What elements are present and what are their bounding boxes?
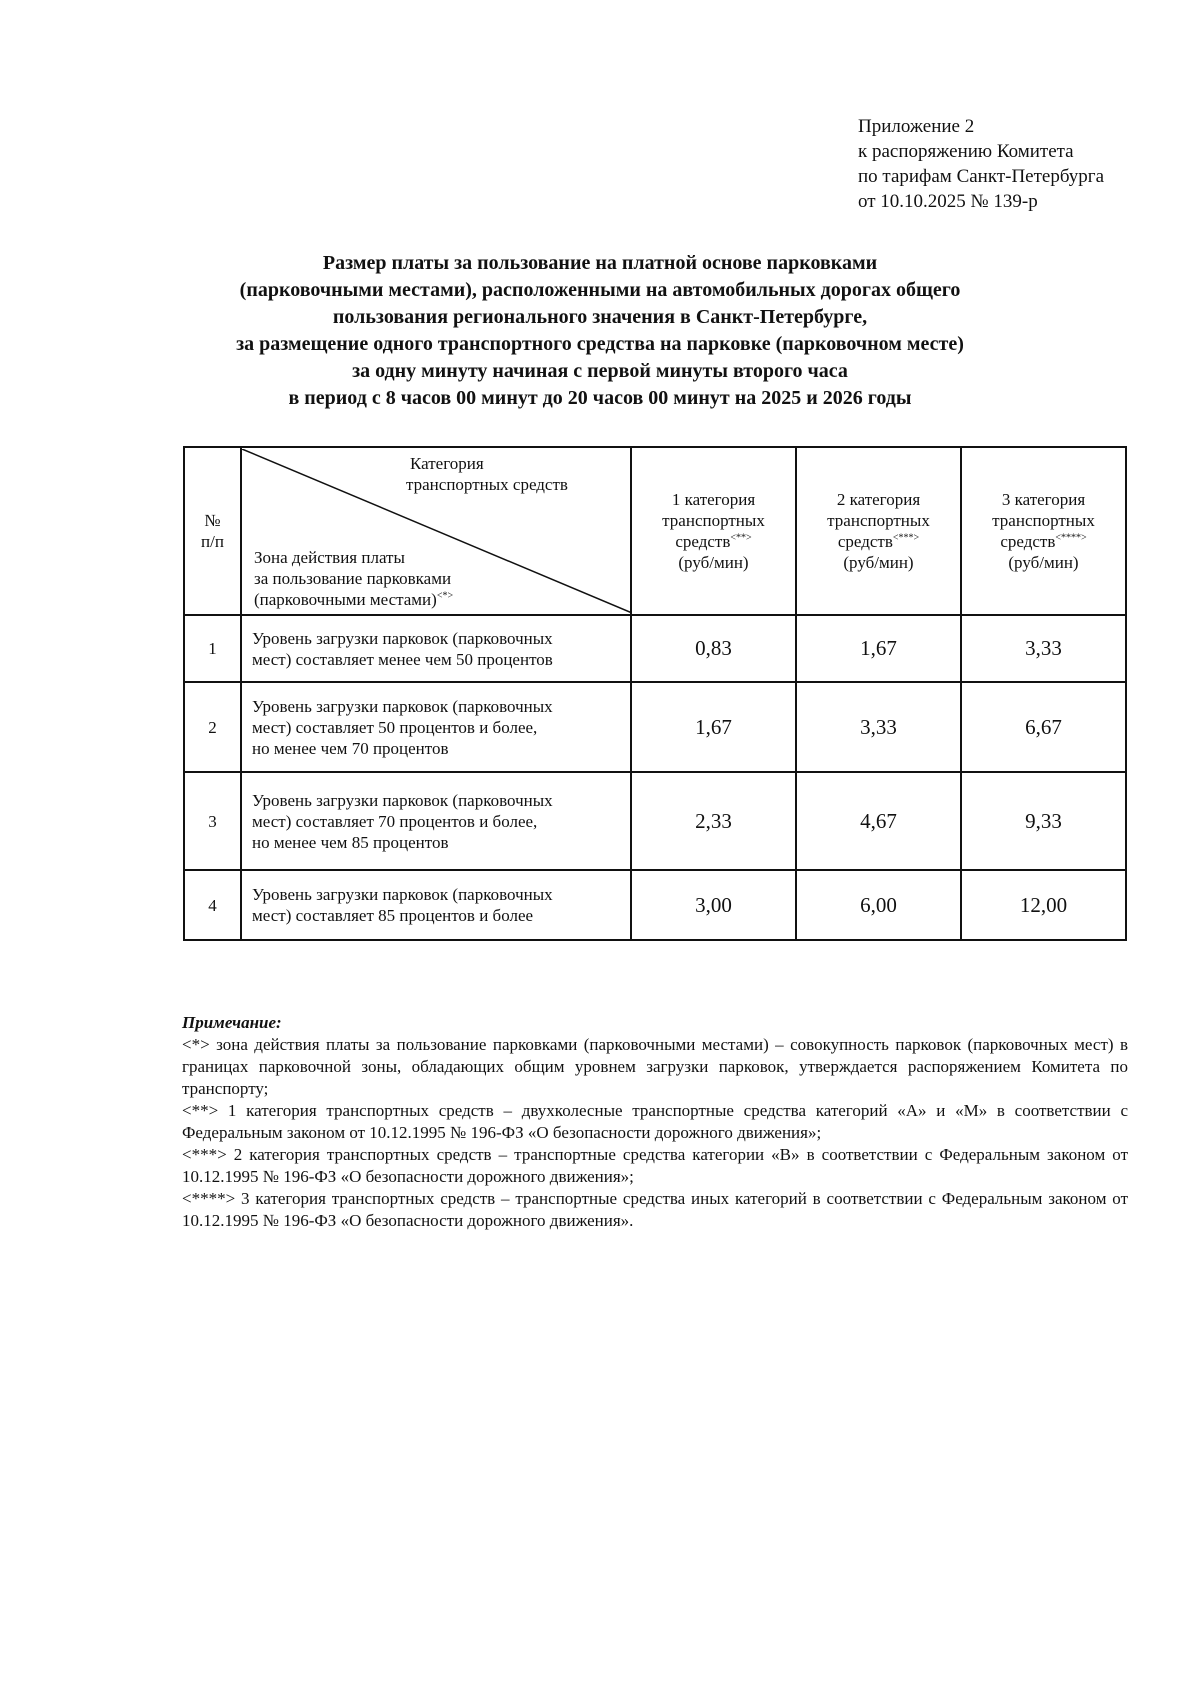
document-title [150,250,1050,412]
category-line: 3 категория [1001,490,1086,509]
diagonal-header [242,449,630,613]
title-line: (парковочными местами), расположенными на автомобильных дорогах общего [239,279,961,301]
diagonal-top-line: транспортных средств [406,475,568,494]
category-unit: (руб/мин) [1008,553,1079,572]
header-category-2 [796,447,961,615]
table-row [184,682,1126,772]
diagonal-bottom-line [254,589,453,610]
note-item: <****> 3 категория транспортных средств – транспортные средства иных категорий в соответствии с Федеральным законом от 10.12.1995 № 196-ФЗ «О безопасности дорожного движения». [182,1189,1128,1230]
zone-line: мест) составляет менее чем 50 процентов [252,649,553,669]
header-category-3 [961,447,1126,615]
notes-section [182,1012,1128,1232]
zone-line: Уровень загрузки парковок (парковочных [252,885,553,904]
zone-description [241,772,631,870]
category-line: 1 категория [671,490,756,509]
zone-description [241,870,631,940]
zone-line: Уровень загрузки парковок (парковочных [252,628,553,648]
tariff-value: 2,33 [631,772,796,870]
diagonal-bottom-label [254,547,453,610]
row-number: 1 [184,615,241,682]
appendix-line: от 10.10.2025 № 139-р [858,191,1038,212]
diagonal-top-label [406,453,568,495]
category-line: 2 категория [836,490,921,509]
zone-line: но менее чем 85 процентов [252,832,449,852]
footnote-mark: <*> [436,590,454,602]
note-item: <**> 1 категория транспортных средств – двухколесные транспортные средства категорий «А» и «М» в соответствии с Федеральным законом от 10.12.1995 № 196-ФЗ «О безопасности дорожного движения»; [182,1101,1128,1142]
tariff-value: 0,83 [631,615,796,682]
category-unit: (руб/мин) [678,553,749,572]
tariff-value: 4,67 [796,772,961,870]
category-line [632,531,795,552]
appendix-line: к распоряжению Комитета [858,141,1074,162]
zone-description [241,682,631,772]
tariff-value: 12,00 [961,870,1126,940]
footnote-mark: <***> [892,532,920,544]
zone-line: Уровень загрузки парковок (парковочных [252,790,553,810]
category-line: транспортных [662,511,765,530]
appendix-line: Приложение 2 [858,116,975,137]
tariff-value: 9,33 [961,772,1126,870]
row-number: 4 [184,870,241,940]
row-number: 3 [184,772,241,870]
category-line: транспортных [992,511,1095,530]
tariff-table [183,446,1127,941]
tariff-value: 1,67 [631,682,796,772]
category-text: средств [1000,532,1056,551]
zone-line: мест) составляет 70 процентов и более, [252,811,538,831]
tariff-value: 3,33 [961,615,1126,682]
tariff-value: 3,00 [631,870,796,940]
category-text: средств [837,532,893,551]
zone-line: мест) составляет 50 процентов и более, [252,717,538,737]
category-line [797,531,960,552]
notes-title: Примечание: [182,1013,282,1032]
diagonal-bottom-line: за пользование парковками [254,569,452,588]
title-line: за размещение одного транспортного средства на парковке (парковочном месте) [236,333,964,355]
note-item: <*> зона действия платы за пользование парковками (парковочными местами) – совокупность парковок (парковочных мест) в границах парковочной зоны, обладающих общим уровнем загрузки парковок, утверждается распоряжением Комитета по транспорту; [182,1035,1128,1098]
diagonal-top-line: Категория [410,454,484,473]
appendix-header [858,114,1104,214]
tariff-value: 3,33 [796,682,961,772]
note-item: <***> 2 категория транспортных средств – транспортные средства категории «В» в соответствии с Федеральным законом от 10.12.1995 № 196-ФЗ «О безопасности дорожного движения»; [182,1145,1128,1186]
appendix-line: по тарифам Санкт-Петербурга [858,166,1105,187]
title-line: за одну минуту начиная с первой минуты второго часа [352,360,848,382]
zone-line: но менее чем 70 процентов [252,738,449,758]
row-number: 2 [184,682,241,772]
diagonal-bottom-text: (парковочными местами) [254,590,437,609]
zone-description [241,615,631,682]
table-row [184,870,1126,940]
title-line: Размер платы за пользование на платной основе парковками [322,252,878,274]
category-line: транспортных [827,511,930,530]
category-line [962,531,1125,552]
category-unit: (руб/мин) [843,553,914,572]
title-line: пользования регионального значения в Санкт-Петербурге, [332,306,868,328]
header-number [184,447,241,615]
tariff-value: 1,67 [796,615,961,682]
table-row [184,615,1126,682]
table-header-row [184,447,1126,615]
title-line: в период с 8 часов 00 минут до 20 часов 00 минут на 2025 и 2026 годы [288,387,912,409]
header-number-symbol: № [204,511,221,530]
footnote-mark: <****> [1055,532,1087,544]
header-diagonal-cell [241,447,631,615]
tariff-value: 6,67 [961,682,1126,772]
header-category-1 [631,447,796,615]
category-text: средств [675,532,731,551]
footnote-mark: <**> [730,532,752,544]
diagonal-bottom-line: Зона действия платы [254,548,405,567]
tariff-value: 6,00 [796,870,961,940]
zone-line: мест) составляет 85 процентов и более [252,906,534,925]
zone-line: Уровень загрузки парковок (парковочных [252,696,553,716]
header-number-abbr: п/п [201,532,224,551]
table-row [184,772,1126,870]
